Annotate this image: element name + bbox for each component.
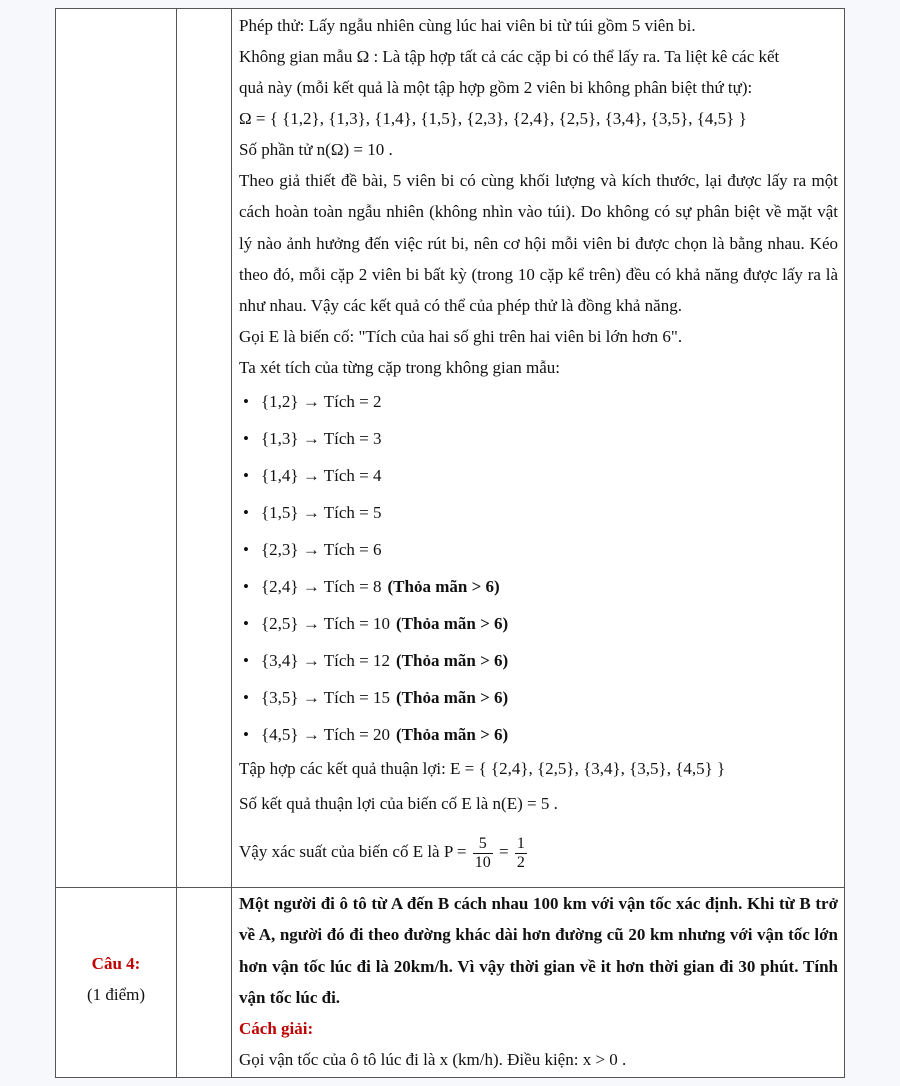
product-text: {3,4} → Tích = 12 [261, 651, 391, 671]
numerator: 5 [473, 835, 493, 854]
question-label-cell [56, 948, 176, 1010]
satisfied-note: (Thỏa mãn > 6) [396, 688, 509, 708]
product-text: {1,3} → Tích = 3 [261, 429, 382, 449]
list-item [239, 420, 838, 457]
question-points: (1 điểm) [86, 985, 146, 1004]
question-number: Câu 4: [91, 954, 141, 973]
denominator: 10 [474, 854, 491, 872]
satisfied-note: (Thỏa mãn > 6) [396, 725, 509, 745]
list-item [239, 457, 838, 494]
solution-first-line: Gọi vận tốc của ô tô lúc đi là x (km/h). Điều kiện: x > 0 . [239, 1050, 627, 1070]
list-item [239, 531, 838, 568]
event-definition: Gọi E là biến cố: "Tích của hai số ghi trên hai viên bi lớn hơn 6". [239, 327, 683, 347]
fraction [473, 835, 493, 872]
satisfied-note: (Thỏa mãn > 6) [396, 614, 509, 634]
list-item [239, 494, 838, 531]
omega-count: Số phần tử n(Ω) = 10 . [239, 140, 393, 159]
favorable-set: Tập hợp các kết quả thuận lợi: E = { {2,4}, {2,5}, {3,4}, {3,5}, {4,5} } [239, 759, 726, 779]
product-text: {1,5} → Tích = 5 [261, 503, 382, 523]
bullet-icon: • [243, 577, 249, 597]
list-item [239, 605, 838, 642]
bullet-icon: • [243, 725, 249, 745]
product-text: {2,5} → Tích = 10 [261, 614, 391, 634]
bullet-icon: • [243, 614, 249, 634]
bullet-icon: • [243, 503, 249, 523]
omega-set: Ω = { {1,2}, {1,3}, {1,4}, {1,5}, {2,3}, {2,4}, {2,5}, {3,4}, {3,5}, {4,5} } [239, 109, 747, 128]
sample-space-line: quả này (mỗi kết quả là một tập hợp gồm 2 viên bi không phân biệt thứ tự): [239, 78, 753, 97]
list-item [239, 716, 838, 753]
bullet-icon: • [243, 540, 249, 560]
bullet-icon: • [243, 429, 249, 449]
table-row [56, 9, 844, 887]
equals-sign: = [499, 842, 509, 862]
product-text: {1,2} → Tích = 2 [261, 392, 382, 412]
problem-statement: Một người đi ô tô từ A đến B cách nhau 100 km với vận tốc xác định. Khi từ B trở về A, người đó đi theo đường khác dài hơn đường cũ 20 km nhưng với vận tốc lớn hơn vận tốc lúc đi là 20km/h. Vì vậy thời gian về it hơn thời gian đi 30 phút. Tính vận tốc lúc đi. [239, 894, 838, 1007]
numerator: 1 [516, 835, 525, 853]
bullet-icon: • [243, 466, 249, 486]
table-row [56, 887, 844, 1078]
denominator: 2 [516, 854, 525, 872]
sample-space-line: Không gian mẫu Ω : Là tập hợp tất cả các cặp bi có thể lấy ra. Ta liệt kê các kết [239, 47, 780, 66]
probability-prefix: Vậy xác suất của biến cố E là P = [239, 842, 467, 862]
question-cell [239, 888, 838, 1075]
list-item [239, 568, 838, 605]
consider-line: Ta xét tích của từng cặp trong không gian mẫu: [239, 358, 561, 378]
product-list [239, 383, 838, 753]
bullet-icon: • [243, 651, 249, 671]
satisfied-note: (Thỏa mãn > 6) [387, 577, 500, 597]
product-text: {2,3} → Tích = 6 [261, 540, 382, 560]
list-item [239, 642, 838, 679]
satisfied-note: (Thỏa mãn > 6) [396, 651, 509, 671]
product-text: {2,4} → Tích = 8 [261, 577, 382, 597]
product-text: {4,5} → Tích = 20 [261, 725, 391, 745]
bullet-icon: • [243, 392, 249, 412]
fraction [515, 835, 527, 872]
probability-line [239, 827, 838, 877]
equiprobable-paragraph: Theo giả thiết đề bài, 5 viên bi có cùng khối lượng và kích thước, lại được lấy ra một cách hoàn toàn ngẫu nhiên (không nhìn vào túi). Do không có sự phân biệt về mặt vật lý nào ảnh hưởng đến việc rút bi, nên cơ hội mỗi viên bi được chọn là bằng nhau. Kéo theo đó, mỗi cặp 2 viên bi bất kỳ (trong 10 cặp kể trên) đều có khả năng được lấy ra là như nhau. Vậy các kết quả có thể của phép thử là đồng khả năng. [239, 171, 838, 316]
bullet-icon: • [243, 688, 249, 708]
list-item [239, 383, 838, 420]
favorable-count: Số kết quả thuận lợi của biến cố E là n(E) = 5 . [239, 794, 558, 814]
product-text: {3,5} → Tích = 15 [261, 688, 391, 708]
product-text: {1,4} → Tích = 4 [261, 466, 382, 486]
experiment-line: Phép thử: Lấy ngẫu nhiên cùng lúc hai viên bi từ túi gồm 5 viên bi. [239, 16, 696, 35]
list-item [239, 679, 838, 716]
solution-label: Cách giải: [239, 1019, 314, 1039]
answer-table [55, 8, 845, 1078]
solution-cell [239, 10, 838, 877]
